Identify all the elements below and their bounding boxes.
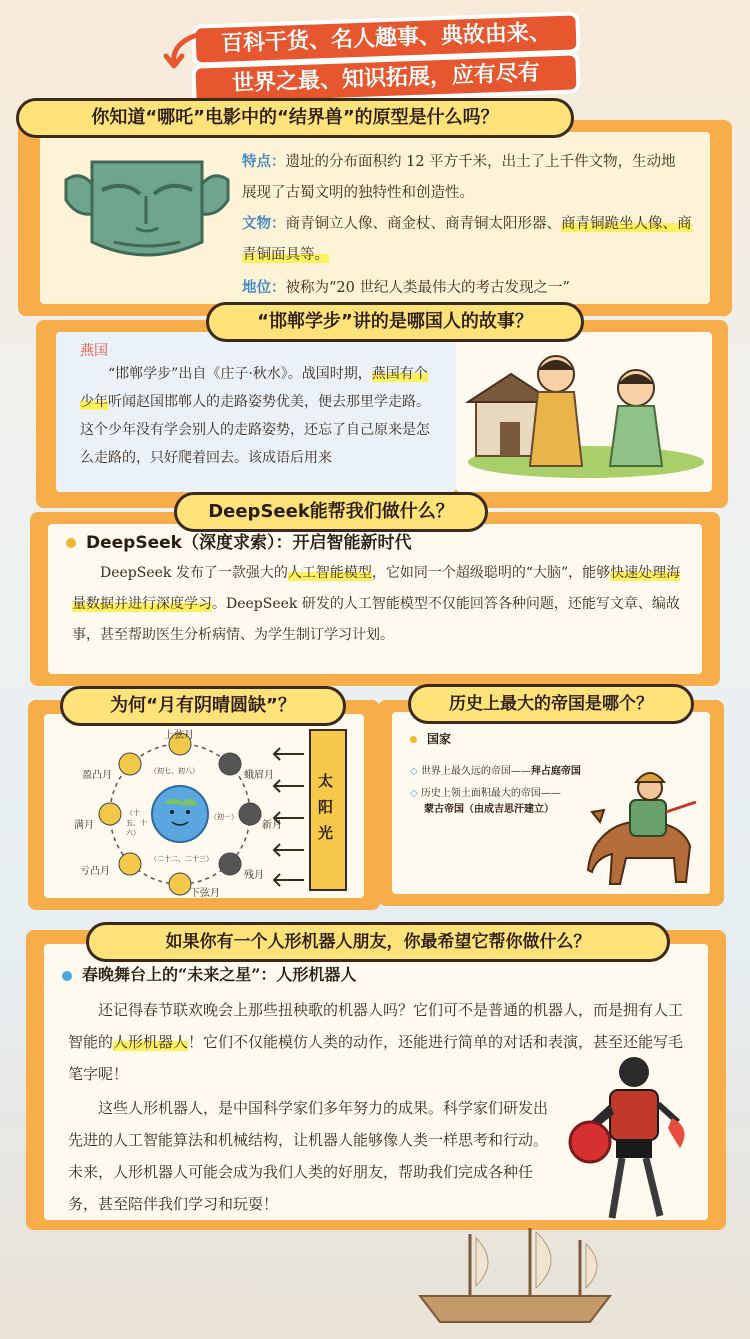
status-text: 被称为“20 世纪人类最伟大的考古发现之一”	[285, 280, 570, 296]
label-day-7-8: （初七、初八）	[150, 767, 199, 775]
section-1-title: 你知道“哪吒”电影中的“结界兽”的原型是什么吗？	[16, 98, 574, 138]
phase-waxing-gibbous: 盈凸月	[82, 770, 112, 781]
section-6-highlight: 人形机器人	[113, 1033, 189, 1051]
label-day-22-23: （二十二、二十三）	[150, 855, 213, 863]
section-5-heading: 国家	[427, 732, 452, 746]
section-2-text-a: “邯郸学步”出自《庄子·秋水》。战国时期，	[108, 366, 372, 382]
phase-last-quarter: 下弦月	[190, 888, 220, 899]
section-2-tag: 燕国	[80, 343, 108, 359]
sailing-ship-decoration	[410, 1226, 630, 1326]
section-4-title: 为何“月有阴晴圆缺”？	[60, 686, 346, 726]
phase-crescent-waning: 残月	[244, 870, 264, 881]
section-3-text-c: 。DeepSeek 研发的人工智能模型不仅能回答各种问题，还能写文章、编故事，甚至帮助医生分析病情、为学生制订学习计划。	[72, 596, 680, 643]
phase-full-moon: 满月	[74, 820, 94, 831]
phase-new-moon: 新月	[262, 820, 282, 831]
mongol-horseman-image	[586, 762, 704, 890]
section-3-text-a: DeepSeek 发布了一款强大的	[100, 565, 288, 581]
banner-line-2: 世界之最、知识拓展，应有尽有	[196, 55, 577, 102]
status-label: 地位：	[242, 279, 286, 296]
section-2-highlight: 燕国有个少年	[80, 366, 428, 410]
empire-item-1-answer: 拜占庭帝国	[530, 766, 581, 777]
phase-crescent-waxing: 蛾眉月	[244, 770, 274, 781]
section-3-highlight-1: 人工智能模型	[287, 565, 372, 581]
section-6-text-b: ！它们不仅能模仿人类的动作，还能进行简单的对话和表演，甚至还能写毛笔字呢！	[68, 1033, 684, 1083]
label-day-15-16: （十五、十六）	[126, 809, 147, 837]
handan-illustration	[466, 340, 706, 480]
section-2-title: “邯郸学步”讲的是哪国人的故事？	[206, 302, 584, 342]
bullet-icon	[410, 736, 417, 743]
bronze-mask-image	[62, 150, 232, 270]
section-6-heading: 春晚舞台上的“未来之星”：人形机器人	[82, 965, 357, 984]
label-day-1: （初一）	[210, 813, 238, 821]
phase-first-quarter: 上弦月	[164, 730, 194, 741]
arrow-swoosh-icon	[160, 30, 210, 70]
feature-text: 遗址的分布面积约 12 平方千米，出土了上千件文物，生动地展现了古蜀文明的独特性和创造性。	[242, 154, 676, 201]
section-3-highlight-2: 快速处理海量数据并进行深度学习	[72, 565, 681, 612]
section-5-title: 历史上最大的帝国是哪个？	[408, 684, 694, 724]
bullet-icon	[62, 971, 72, 981]
banner-line-1: 百科干货、名人趣事、典故由来、	[196, 15, 577, 62]
diamond-icon: ◇	[410, 766, 421, 777]
section-6-title: 如果你有一个人形机器人朋友，你最希望它帮你做什么？	[86, 922, 670, 962]
relics-label: 文物：	[242, 215, 286, 232]
section-6-paragraph-2: 这些人形机器人，是中国科学家们多年努力的成果。科学家们研发出先进的人工智能算法和机械结构，让机器人能够像人类一样思考和行动。未来，人形机器人可能会成为我们人类的好朋友，帮助我们完成各种任务，甚至陪伴我们学习和玩耍！	[68, 1099, 549, 1213]
humanoid-robot-image	[568, 1052, 698, 1222]
section-2-text-b: 听闻赵国邯郸人的走路姿势优美，便去那里学走路。这个少年没有学会别人的走路姿势，还忘了自己原来是怎么走路的，只好爬着回去。该成语后用来	[80, 394, 430, 466]
empire-item-1: 世界上最久远的帝国——	[420, 766, 531, 777]
empire-item-2-answer: 蒙古帝国（由成吉思汗建立）	[424, 804, 554, 815]
feature-label: 特点：	[242, 153, 286, 170]
section-3-heading: DeepSeek（深度求索）：开启智能新时代	[86, 533, 412, 553]
diamond-icon: ◇	[410, 788, 421, 799]
empire-item-2: 历史上领土面积最大的帝国——	[420, 788, 561, 799]
section-3-title: DeepSeek能帮我们做什么？	[174, 492, 488, 532]
sunlight-label: 太阳光	[318, 772, 334, 842]
bullet-icon	[66, 538, 76, 548]
phase-waning-gibbous: 亏凸月	[80, 866, 110, 877]
section-3-text-b: ，它如同一个超级聪明的“大脑”，能够	[371, 565, 611, 581]
relics-text: 商青铜立人像、商金杖、商青铜太阳形器、	[285, 216, 561, 232]
relics-highlight: 商青铜跪坐人像、商青铜面具等。	[242, 216, 692, 263]
section-6-text-a: 还记得春节联欢晚会上那些扭秧歌的机器人吗？它们可不是普通的机器人，而是拥有人工智能的	[68, 1001, 684, 1051]
